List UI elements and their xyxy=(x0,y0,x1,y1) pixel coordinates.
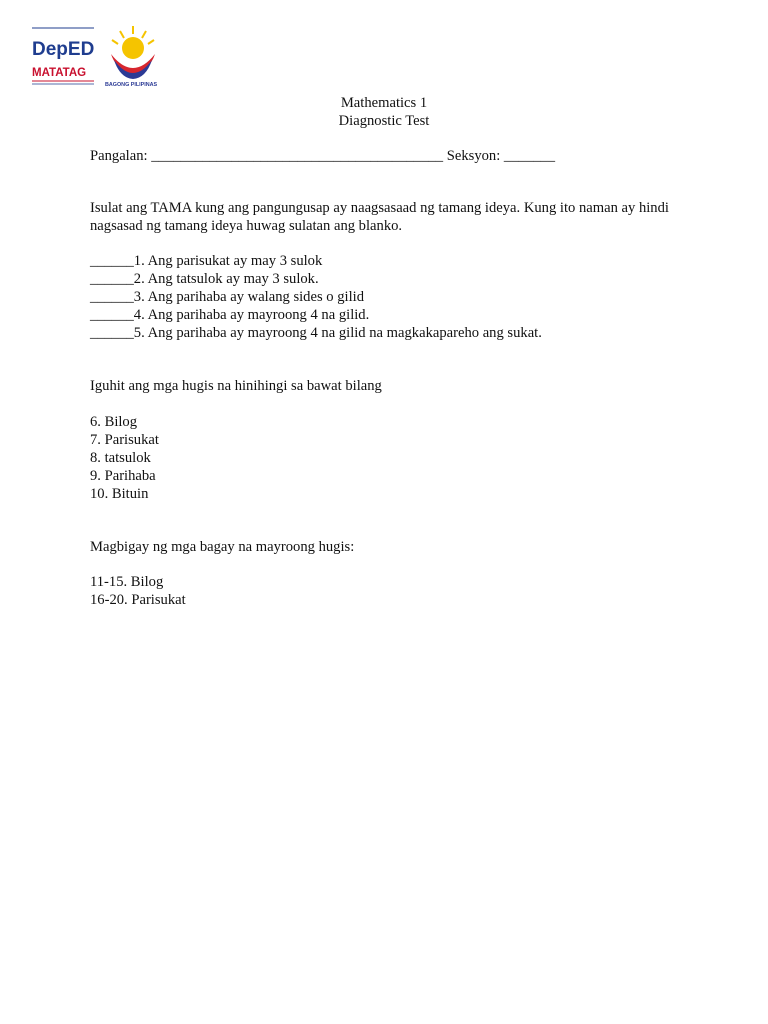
list-item: 7. Parisukat xyxy=(90,432,159,448)
bagong-pilipinas-logo xyxy=(102,24,168,88)
list-item: ______2. Ang tatsulok ay may 3 sulok. xyxy=(90,271,319,287)
sun-icon xyxy=(122,37,144,59)
name-label: Pangalan: xyxy=(90,148,148,164)
part1-instruction: Isulat ang TAMA kung ang pangungusap ay naagsasaad ng tamang ideya. Kung ito naman ay hindi nagsasad ng tamang ideya huwag sulatan ang blanko. xyxy=(90,200,669,234)
part3-instruction: Magbigay ng mga bagay na mayroong hugis: xyxy=(90,539,355,555)
part3-items xyxy=(90,573,690,609)
list-item: ______3. Ang parihaba ay walang sides o gilid xyxy=(90,289,364,305)
name-blank: ________________________________________ xyxy=(151,148,444,164)
bagong-pilipinas-text: BAGONG PILIPINAS xyxy=(105,82,158,88)
page-subtitle: Diagnostic Test xyxy=(338,113,430,129)
part2-instruction: Iguhit ang mga hugis na hinihingi sa bawat bilang xyxy=(90,378,382,394)
section-label: Seksyon: xyxy=(446,148,501,164)
list-item: 9. Parihaba xyxy=(90,468,156,484)
section-blank: _______ xyxy=(503,148,555,164)
list-item: 16-20. Parisukat xyxy=(90,592,186,608)
matatag-logo-text: MATATAG xyxy=(32,67,87,79)
list-item: 11-15. Bilog xyxy=(90,574,164,590)
list-item: ______1. Ang parisukat ay may 3 sulok xyxy=(90,253,323,269)
list-item: ______4. Ang parihaba ay mayroong 4 na gilid. xyxy=(90,307,370,323)
header-logos xyxy=(30,24,170,90)
page-title: Mathematics 1 xyxy=(340,95,428,111)
name-section-line xyxy=(90,147,690,165)
test-title-block xyxy=(0,94,768,130)
part2-items xyxy=(90,413,690,503)
list-item: 6. Bilog xyxy=(90,414,138,430)
list-item: 8. tatsulok xyxy=(90,450,151,466)
deped-logo-text: DepED xyxy=(32,39,95,60)
list-item: 10. Bituin xyxy=(90,486,149,502)
deped-matatag-logo xyxy=(30,24,96,88)
part1-items xyxy=(90,252,690,342)
list-item: ______5. Ang parihaba ay mayroong 4 na gilid na magkakapareho ang sukat. xyxy=(90,325,542,341)
